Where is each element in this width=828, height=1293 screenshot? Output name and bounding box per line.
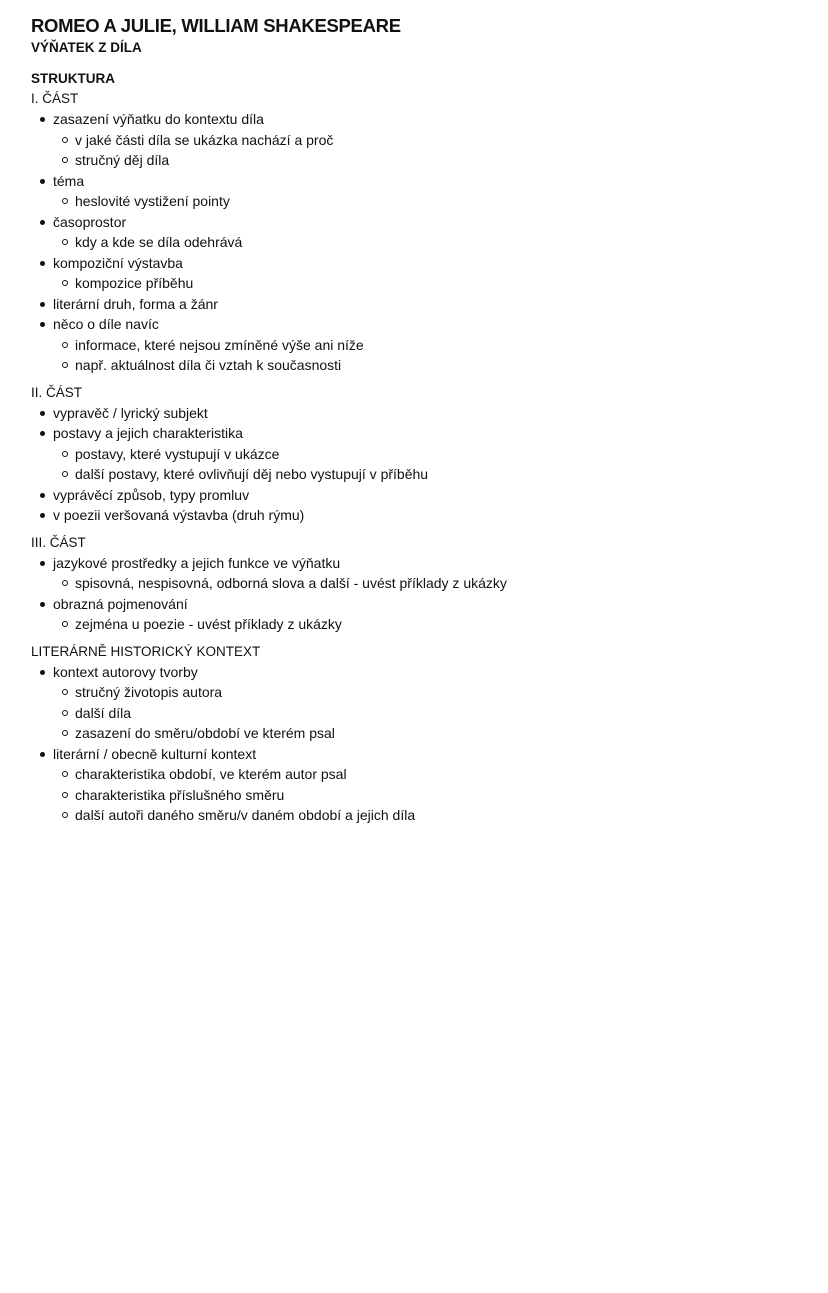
outline-subitem-label: charakteristika příslušného směru [75,786,285,803]
outline-item [31,594,811,635]
bullet-circle-icon [62,157,68,163]
bullet-circle-icon [62,771,68,777]
outline-subitem-label: další díla [75,704,132,721]
outline-item-label: téma [53,172,85,189]
outline-subitem-label: stručný děj díla [75,152,170,168]
outline-item [31,662,811,744]
bullet-disc-icon [40,261,45,266]
bullet-disc-icon [40,302,45,307]
outline-subitem [53,764,811,785]
outline-subitem-label: spisovná, nespisovná, odborná slova a další - uvést příklady z ukázky [75,575,507,591]
outline-subitem [53,785,811,806]
outline-subitem-label: postavy, které vystupují v ukázce [75,445,280,462]
bullet-disc-icon [40,220,45,225]
outline-item [31,294,811,315]
outline-item-label: v poezii veršovaná výstavba (druh rýmu) [53,507,305,523]
outline-section [31,533,811,635]
bullet-disc-icon [40,513,45,518]
outline-item [31,314,811,376]
bullet-circle-icon [62,362,68,368]
document-title: ROMEO A JULIE, WILLIAM SHAKESPEARE [31,15,401,36]
outline-sublist [53,232,811,253]
bullet-circle-icon [62,710,68,716]
document-page [31,14,811,833]
outline-subitem-label: v jaké části díla se ukázka nachází a proč [75,131,334,148]
outline-subitem [53,150,811,171]
outline-sublist [53,764,811,826]
bullet-circle-icon [62,621,68,627]
outline-subitem-label: charakteristika období, ve kterém autor psal [75,766,347,782]
outline-subitem [53,191,811,212]
bullet-disc-icon [40,493,45,498]
bullet-circle-icon [62,689,68,695]
bullet-disc-icon [40,117,45,122]
outline-item-label: vypravěč / lyrický subjekt [53,404,208,421]
section-heading: LITERÁRNĚ HISTORICKÝ KONTEXT [31,643,261,659]
outline-subitem-label: stručný životopis autora [75,684,223,700]
outline-item [31,744,811,826]
bullet-disc-icon [40,670,45,675]
section-heading: II. ČÁST [31,384,83,400]
outline-subitem [53,805,811,826]
outline-sublist [53,191,811,212]
outline-item [31,171,811,212]
outline-item-label: vyprávěcí způsob, typy promluv [53,486,250,503]
outline-subitem [53,614,811,635]
outline-subitem [53,273,811,294]
outline-item-label: literární / obecně kulturní kontext [53,745,257,762]
bullet-circle-icon [62,280,68,286]
bullet-disc-icon [40,602,45,607]
structure-heading: STRUKTURA [31,71,115,86]
outline-subitem [53,573,811,594]
bullet-circle-icon [62,812,68,818]
outline-subitem-label: kdy a kde se díla odehrává [75,234,243,250]
outline-list [31,553,811,635]
outline-item [31,253,811,294]
outline-subitem-label: heslovité vystižení pointy [75,193,230,209]
outline-item-label: obrazná pojmenování [53,595,188,612]
outline-sublist [53,335,811,376]
outline-section [31,89,811,376]
bullet-circle-icon [62,792,68,798]
outline-sublist [53,614,811,635]
outline-item [31,505,811,526]
outline-item-label: časoprostor [53,213,127,230]
outline-subitem [53,232,811,253]
outline-subitem [53,355,811,376]
bullet-disc-icon [40,561,45,566]
bullet-circle-icon [62,730,68,736]
section-heading: I. ČÁST [31,91,79,106]
outline-subitem-label: zasazení do směru/období ve kterém psal [75,725,335,741]
outline-item [31,485,811,506]
outline-item-label: literární druh, forma a žánr [53,295,218,312]
outline-subitem-label: kompozice příběhu [75,275,194,291]
bullet-circle-icon [62,137,68,143]
outline-subitem [53,130,811,151]
outline-item-label: kompoziční výstavba [53,254,183,271]
outline-subitem-label: informace, které nejsou zmíněné výše ani níže [75,336,364,353]
outline-list [31,109,811,376]
outline-subitem-label: další postavy, které ovlivňují děj nebo vystupují v příběhu [75,466,429,482]
bullet-disc-icon [40,752,45,757]
outline-item-label: jazykové prostředky a jejich funkce ve výňatku [53,554,341,571]
outline-item-label: zasazení výňatku do kontextu díla [53,111,264,127]
outline-item-label: postavy a jejich charakteristika [53,425,243,441]
outline-sublist [53,130,811,171]
outline-item [31,553,811,594]
outline-sublist [53,444,811,485]
bullet-disc-icon [40,411,45,416]
outline-item-label: něco o díle navíc [53,316,159,332]
outline-subitem-label: např. aktuálnost díla či vztah k současnosti [75,357,342,373]
outline-section [31,642,811,826]
outline-sublist [53,273,811,294]
outline-item [31,212,811,253]
bullet-circle-icon [62,580,68,586]
outline-item [31,403,811,424]
outline-item [31,423,811,485]
outline-subitem-label: další autoři daného směru/v daném období a jejich díla [75,807,416,823]
outline-subitem [53,444,811,465]
outline-item [31,109,811,171]
outline-subitem [53,682,811,703]
outline-list [31,403,811,526]
outline-sublist [53,573,811,594]
outline-subitem-label: zejména u poezie - uvést příklady z ukázky [75,616,342,632]
outline-list [31,662,811,826]
outline-subitem [53,703,811,724]
bullet-circle-icon [62,198,68,204]
bullet-circle-icon [62,239,68,245]
outline-section [31,383,811,526]
bullet-circle-icon [62,342,68,348]
outline-subitem [53,723,811,744]
outline-item-label: kontext autorovy tvorby [53,663,198,680]
sections-container [31,89,811,826]
bullet-disc-icon [40,431,45,436]
bullet-disc-icon [40,179,45,184]
outline-sublist [53,682,811,744]
section-heading: III. ČÁST [31,534,86,550]
bullet-disc-icon [40,322,45,327]
outline-subitem [53,335,811,356]
bullet-circle-icon [62,471,68,477]
outline-subitem [53,464,811,485]
bullet-circle-icon [62,451,68,457]
document-subtitle: VÝŇATEK Z DÍLA [31,40,142,55]
